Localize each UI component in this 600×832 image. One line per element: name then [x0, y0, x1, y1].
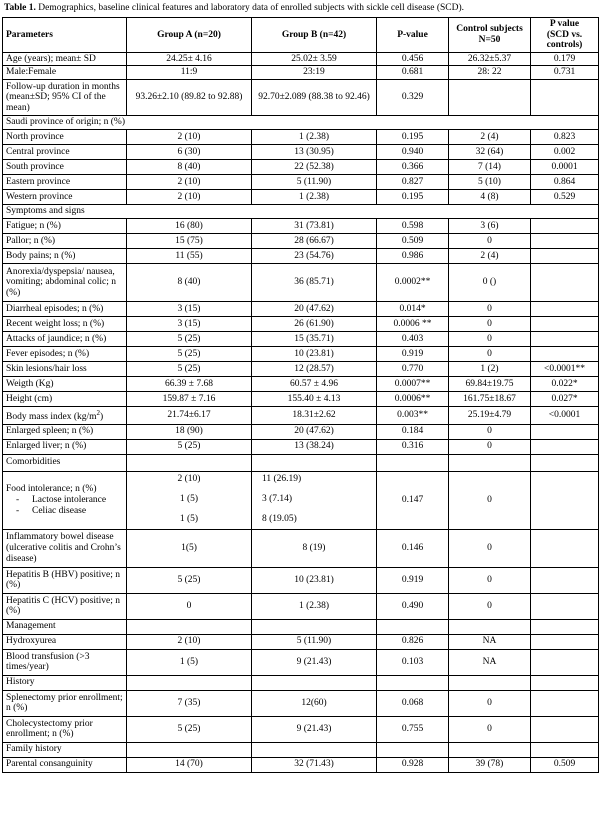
table-row	[3, 567, 599, 593]
cell-control	[449, 79, 531, 115]
empty-cell	[127, 742, 252, 757]
cell-group-b: 25.02± 3.59	[252, 52, 377, 66]
table-row	[3, 716, 599, 742]
cell-p-value: 0.103	[377, 649, 449, 675]
empty-cell	[377, 742, 449, 757]
food-b1: 11 (26.19)	[262, 473, 302, 484]
cell-group-a: 5 (25)	[127, 567, 252, 593]
cell-group-a: 11:9	[127, 66, 252, 80]
cell-group-a: 5 (25)	[127, 331, 252, 346]
cell-group-a: 6 (30)	[127, 144, 252, 159]
section-row	[3, 204, 599, 218]
row-label: Hydroxyurea	[3, 634, 127, 649]
cell-p-value: 0.827	[377, 174, 449, 189]
cell-group-a: 3 (15)	[127, 316, 252, 331]
header-pscd-line1: P value	[549, 19, 580, 29]
header-parameters: Parameters	[3, 18, 127, 53]
cell-group-a: 15 (75)	[127, 233, 252, 248]
cell-group-b: 12 (28.57)	[252, 361, 377, 376]
cell-group-b: 1 (2.38)	[252, 129, 377, 144]
cell-control: 0	[449, 567, 531, 593]
cell-group-a: 1(5)	[127, 529, 252, 567]
cell-control: 0	[449, 233, 531, 248]
cell-control: 0	[449, 690, 531, 716]
cell-p-scd: 0.022*	[531, 376, 599, 391]
cell-p-value: 0.195	[377, 189, 449, 204]
bmi-label-sup: 2	[96, 408, 101, 417]
row-label: Western province	[3, 189, 127, 204]
cell-group-b: 31 (73.81)	[252, 218, 377, 233]
cell-control: 2 (4)	[449, 248, 531, 263]
empty-cell	[449, 675, 531, 690]
spacer	[130, 485, 248, 493]
cell-p-scd	[531, 233, 599, 248]
cell-p-value: 0.490	[377, 593, 449, 619]
table-row	[3, 439, 599, 454]
cell-p-scd: 0.731	[531, 66, 599, 80]
empty-cell	[449, 454, 531, 471]
cell-group-a: 16 (80)	[127, 218, 252, 233]
empty-cell	[449, 619, 531, 634]
table-row	[3, 248, 599, 263]
cell-control: 0	[449, 593, 531, 619]
row-label: Anorexia/dyspepsia/ nausea, vomiting; abdominal colic; n (%)	[3, 263, 127, 301]
row-label: Blood transfusion (>3 times/year)	[3, 649, 127, 675]
caption-label: Table 1.	[4, 3, 36, 13]
cell-p-value: 0.770	[377, 361, 449, 376]
row-label: Fatigue; n (%)	[3, 218, 127, 233]
cell-p-value: 0.195	[377, 129, 449, 144]
table-row	[3, 391, 599, 406]
empty-cell	[531, 454, 599, 471]
food-a2: 1 (5)	[179, 493, 199, 504]
cell-group-b: 1 (2.38)	[252, 189, 377, 204]
cell-group-a: 24.25± 4.16	[127, 52, 252, 66]
cell-group-a: 7 (35)	[127, 690, 252, 716]
spacer	[130, 505, 248, 513]
cell-group-a: 5 (25)	[127, 346, 252, 361]
cell-p-scd: 0.529	[531, 189, 599, 204]
cell-group-b: 1 (2.38)	[252, 593, 377, 619]
cell-group-a: 14 (70)	[127, 757, 252, 772]
section-symptoms: Symptoms and signs	[3, 204, 599, 218]
cell-p-scd	[531, 346, 599, 361]
table-row	[3, 649, 599, 675]
table-row	[3, 52, 599, 66]
cell-group-b: 20 (47.62)	[252, 301, 377, 316]
caption-text: Demographics, baseline clinical features and laboratory data of enrolled subjects with sickle cell disease (SCD).	[35, 3, 465, 13]
cell-p-scd: 0.864	[531, 174, 599, 189]
row-label: Recent weight loss; n (%)	[3, 316, 127, 331]
cell-p-scd	[531, 248, 599, 263]
empty-cell	[252, 454, 377, 471]
row-label	[3, 471, 127, 529]
cell-group-b: 10 (23.81)	[252, 567, 377, 593]
cell-group-a: 0	[127, 593, 252, 619]
row-label: Height (cm)	[3, 391, 127, 406]
row-label: Central province	[3, 144, 127, 159]
cell-p-scd: <0.0001**	[531, 361, 599, 376]
food-b3: 8 (19.05)	[262, 513, 297, 524]
cell-group-a: 2 (10)	[127, 174, 252, 189]
cell-p-scd: 0.027*	[531, 391, 599, 406]
cell-control: 2 (4)	[449, 129, 531, 144]
table-row	[3, 174, 599, 189]
cell-group-b: 155.40 ± 4.13	[252, 391, 377, 406]
cell-control: 0	[449, 716, 531, 742]
table-row	[3, 144, 599, 159]
row-label: Attacks of jaundice; n (%)	[3, 331, 127, 346]
row-label: Diarrheal episodes; n (%)	[3, 301, 127, 316]
row-label: Enlarged liver; n (%)	[3, 439, 127, 454]
table-caption	[4, 2, 464, 14]
table-row	[3, 66, 599, 80]
section-province: Saudi province of origin; n (%)	[3, 115, 599, 129]
cell-p-value: 0.0006 **	[377, 316, 449, 331]
food-a1: 2 (10)	[177, 473, 201, 484]
cell-control: 7 (14)	[449, 159, 531, 174]
empty-cell	[127, 675, 252, 690]
header-control	[449, 18, 531, 53]
cell-p-value: 0.403	[377, 331, 449, 346]
cell-p-value: 0.068	[377, 690, 449, 716]
cell-p-value: 0.147	[377, 471, 449, 529]
lactose-label: - Lactose intolerance	[32, 495, 123, 506]
cell-p-scd: 0.002	[531, 144, 599, 159]
row-label: Enlarged spleen; n (%)	[3, 424, 127, 439]
table-row	[3, 316, 599, 331]
cell-control: 0	[449, 331, 531, 346]
cell-control: NA	[449, 634, 531, 649]
cell-p-scd	[531, 218, 599, 233]
cell-p-value: 0.316	[377, 439, 449, 454]
cell-p-value: 0.598	[377, 218, 449, 233]
cell-control: 0	[449, 316, 531, 331]
cell-group-b: 36 (85.71)	[252, 263, 377, 301]
cell-control: 26.32±5.37	[449, 52, 531, 66]
cell-p-value: 0.456	[377, 52, 449, 66]
cell-group-b: 8 (19)	[252, 529, 377, 567]
cell-group-a: 2 (10)	[127, 129, 252, 144]
cell-group-a: 3 (15)	[127, 301, 252, 316]
empty-cell	[252, 742, 377, 757]
row-label	[3, 406, 127, 424]
bmi-label-close: )	[100, 412, 104, 423]
cell-p-value: 0.003**	[377, 406, 449, 424]
empty-cell	[127, 454, 252, 471]
table-row	[3, 361, 599, 376]
header-control-line2: N=50	[478, 34, 501, 45]
cell-p-value: 0.919	[377, 567, 449, 593]
cell-control: 28: 22	[449, 66, 531, 80]
row-label: Fever episodes; n (%)	[3, 346, 127, 361]
header-group-b: Group B (n=42)	[252, 18, 377, 53]
cell-group-b: 18.31±2.62	[252, 406, 377, 424]
table-row	[3, 301, 599, 316]
cell-p-scd: <0.0001	[531, 406, 599, 424]
section-family-history: Family history	[3, 742, 127, 757]
section-comorbidities: Comorbidities	[3, 454, 127, 471]
cell-p-value: 0.928	[377, 757, 449, 772]
table-row	[3, 331, 599, 346]
cell-group-b: 22 (52.38)	[252, 159, 377, 174]
row-label: Weigth (Kg)	[3, 376, 127, 391]
row-label: North province	[3, 129, 127, 144]
cell-group-a: 18 (90)	[127, 424, 252, 439]
cell-p-value: 0.0002**	[377, 263, 449, 301]
cell-group-b: 23 (54.76)	[252, 248, 377, 263]
cell-p-value: 0.0006**	[377, 391, 449, 406]
table-row	[3, 218, 599, 233]
cell-p-scd	[531, 567, 599, 593]
cell-group-a: 11 (55)	[127, 248, 252, 263]
cell-group-a: 2 (10)	[127, 189, 252, 204]
cell-group-b: 28 (66.67)	[252, 233, 377, 248]
cell-group-a: 5 (25)	[127, 439, 252, 454]
row-label: Body pains; n (%)	[3, 248, 127, 263]
empty-cell	[377, 454, 449, 471]
cell-p-value: 0.146	[377, 529, 449, 567]
cell-control: 69.84±19.75	[449, 376, 531, 391]
table-row	[3, 634, 599, 649]
table-row	[3, 376, 599, 391]
cell-group-b: 9 (21.43)	[252, 649, 377, 675]
cell-p-value: 0.986	[377, 248, 449, 263]
empty-cell	[531, 742, 599, 757]
cell-group-b: 10 (23.81)	[252, 346, 377, 361]
cell-p-value: 0.329	[377, 79, 449, 115]
section-management: Management	[3, 619, 127, 634]
food-a3: 1 (5)	[179, 513, 199, 524]
cell-control: 0	[449, 529, 531, 567]
cell-group-a: 93.26±2.10 (89.82 to 92.88)	[127, 79, 252, 115]
table-row	[3, 471, 599, 529]
cell-control: 39 (78)	[449, 757, 531, 772]
cell-group-b: 26 (61.90)	[252, 316, 377, 331]
cell-control: 4 (8)	[449, 189, 531, 204]
empty-cell	[377, 675, 449, 690]
cell-p-scd	[531, 424, 599, 439]
cell-control: 0	[449, 471, 531, 529]
empty-cell	[252, 675, 377, 690]
section-row	[3, 742, 599, 757]
section-row	[3, 115, 599, 129]
cell-group-b: 15 (35.71)	[252, 331, 377, 346]
cell-control: 5 (10)	[449, 174, 531, 189]
cell-p-scd	[531, 439, 599, 454]
cell-p-scd	[531, 529, 599, 567]
cell-p-value: 0.0007**	[377, 376, 449, 391]
celiac-label: - Celiac disease	[32, 506, 123, 517]
header-p-scd	[531, 18, 599, 53]
cell-p-scd	[531, 716, 599, 742]
cell-group-a: 5 (25)	[127, 716, 252, 742]
cell-p-scd	[531, 649, 599, 675]
row-label: Age (years); mean± SD	[3, 52, 127, 66]
cell-p-value: 0.014*	[377, 301, 449, 316]
section-row	[3, 619, 599, 634]
row-label: Male:Female	[3, 66, 127, 80]
cell-control: NA	[449, 649, 531, 675]
row-label: Parental consanguinity	[3, 757, 127, 772]
table-row	[3, 690, 599, 716]
empty-cell	[252, 619, 377, 634]
empty-cell	[377, 619, 449, 634]
section-row	[3, 675, 599, 690]
table-row	[3, 263, 599, 301]
cell-group-b: 23:19	[252, 66, 377, 80]
cell-group-a: 159.87 ± 7.16	[127, 391, 252, 406]
cell-p-scd	[531, 79, 599, 115]
cell-control: 0	[449, 439, 531, 454]
cell-control: 3 (6)	[449, 218, 531, 233]
row-label: Cholecystectomy prior enrollment; n (%)	[3, 716, 127, 742]
table-row	[3, 406, 599, 424]
cell-p-scd	[531, 593, 599, 619]
cell-p-value: 0.919	[377, 346, 449, 361]
cell-p-scd	[531, 301, 599, 316]
cell-group-a: 21.74±6.17	[127, 406, 252, 424]
table-row	[3, 424, 599, 439]
cell-control: 1 (2)	[449, 361, 531, 376]
cell-group-b: 60.57 ± 4.96	[252, 376, 377, 391]
cell-p-scd	[531, 634, 599, 649]
row-label: Skin lesions/hair loss	[3, 361, 127, 376]
cell-control: 0	[449, 346, 531, 361]
cell-p-scd	[531, 331, 599, 346]
cell-group-b	[252, 471, 377, 529]
header-group-a: Group A (n=20)	[127, 18, 252, 53]
table-row	[3, 79, 599, 115]
row-label: Inflammatory bowel disease (ulcerative colitis and Crohn’s disease)	[3, 529, 127, 567]
cell-group-a	[127, 471, 252, 529]
cell-p-scd: 0.0001	[531, 159, 599, 174]
cell-control: 0	[449, 424, 531, 439]
cell-group-b: 13 (38.24)	[252, 439, 377, 454]
cell-control: 25.19±4.79	[449, 406, 531, 424]
bmi-label-text: Body mass index (kg/m	[6, 412, 97, 423]
cell-p-value: 0.366	[377, 159, 449, 174]
cell-p-scd: 0.509	[531, 757, 599, 772]
table-row	[3, 233, 599, 248]
cell-group-a: 8 (40)	[127, 159, 252, 174]
table-row	[3, 189, 599, 204]
cell-group-b: 9 (21.43)	[252, 716, 377, 742]
table-row	[3, 529, 599, 567]
cell-p-scd	[531, 471, 599, 529]
row-label: Hepatitis B (HBV) positive; n (%)	[3, 567, 127, 593]
cell-group-b: 5 (11.90)	[252, 174, 377, 189]
cell-group-a: 1 (5)	[127, 649, 252, 675]
cell-group-a: 5 (25)	[127, 361, 252, 376]
empty-cell	[127, 619, 252, 634]
cell-p-value: 0.184	[377, 424, 449, 439]
cell-p-scd	[531, 316, 599, 331]
header-pscd-line2: (SCD vs.	[546, 29, 583, 40]
row-label: Pallor; n (%)	[3, 233, 127, 248]
cell-p-value: 0.509	[377, 233, 449, 248]
cell-p-scd	[531, 263, 599, 301]
cell-group-b: 5 (11.90)	[252, 634, 377, 649]
section-history: History	[3, 675, 127, 690]
row-label: Hepatitis C (HCV) positive; n (%)	[3, 593, 127, 619]
food-b2: 3 (7.14)	[262, 493, 293, 504]
table-row	[3, 346, 599, 361]
header-p-value: P-value	[377, 18, 449, 53]
cell-p-value: 0.940	[377, 144, 449, 159]
cell-control: 0	[449, 301, 531, 316]
cell-control: 0 ()	[449, 263, 531, 301]
cell-control: 32 (64)	[449, 144, 531, 159]
header-control-line1: Control subjects	[456, 24, 523, 35]
empty-cell	[531, 675, 599, 690]
row-label: Eastern province	[3, 174, 127, 189]
cell-group-b: 32 (71.43)	[252, 757, 377, 772]
cell-p-scd: 0.823	[531, 129, 599, 144]
cell-group-a: 8 (40)	[127, 263, 252, 301]
row-label: Follow-up duration in months (mean±SD; 95% CI of the mean)	[3, 79, 127, 115]
header-pscd-line3: controls)	[546, 40, 583, 51]
cell-p-value: 0.681	[377, 66, 449, 80]
cell-group-b: 13 (30.95)	[252, 144, 377, 159]
cell-p-scd: 0.179	[531, 52, 599, 66]
food-subitems	[6, 495, 123, 516]
cell-control: 161.75±18.67	[449, 391, 531, 406]
table-header-row	[3, 18, 599, 53]
cell-p-value: 0.826	[377, 634, 449, 649]
section-row	[3, 454, 599, 471]
cell-group-b: 92.70±2.089 (88.38 to 92.46)	[252, 79, 377, 115]
spacer	[262, 505, 373, 513]
table-row	[3, 129, 599, 144]
cell-group-b: 12(60)	[252, 690, 377, 716]
demographics-table	[2, 17, 599, 773]
empty-cell	[449, 742, 531, 757]
row-label: Splenectomy prior enrollment; n (%)	[3, 690, 127, 716]
empty-cell	[531, 619, 599, 634]
table-row	[3, 757, 599, 772]
food-intolerance-label: Food intolerance; n (%)	[6, 484, 97, 495]
cell-group-a: 66.39 ± 7.68	[127, 376, 252, 391]
spacer	[262, 485, 373, 493]
table-row	[3, 593, 599, 619]
cell-p-scd	[531, 690, 599, 716]
cell-group-b: 20 (47.62)	[252, 424, 377, 439]
row-label: South province	[3, 159, 127, 174]
cell-group-a: 2 (10)	[127, 634, 252, 649]
table-row	[3, 159, 599, 174]
cell-p-value: 0.755	[377, 716, 449, 742]
